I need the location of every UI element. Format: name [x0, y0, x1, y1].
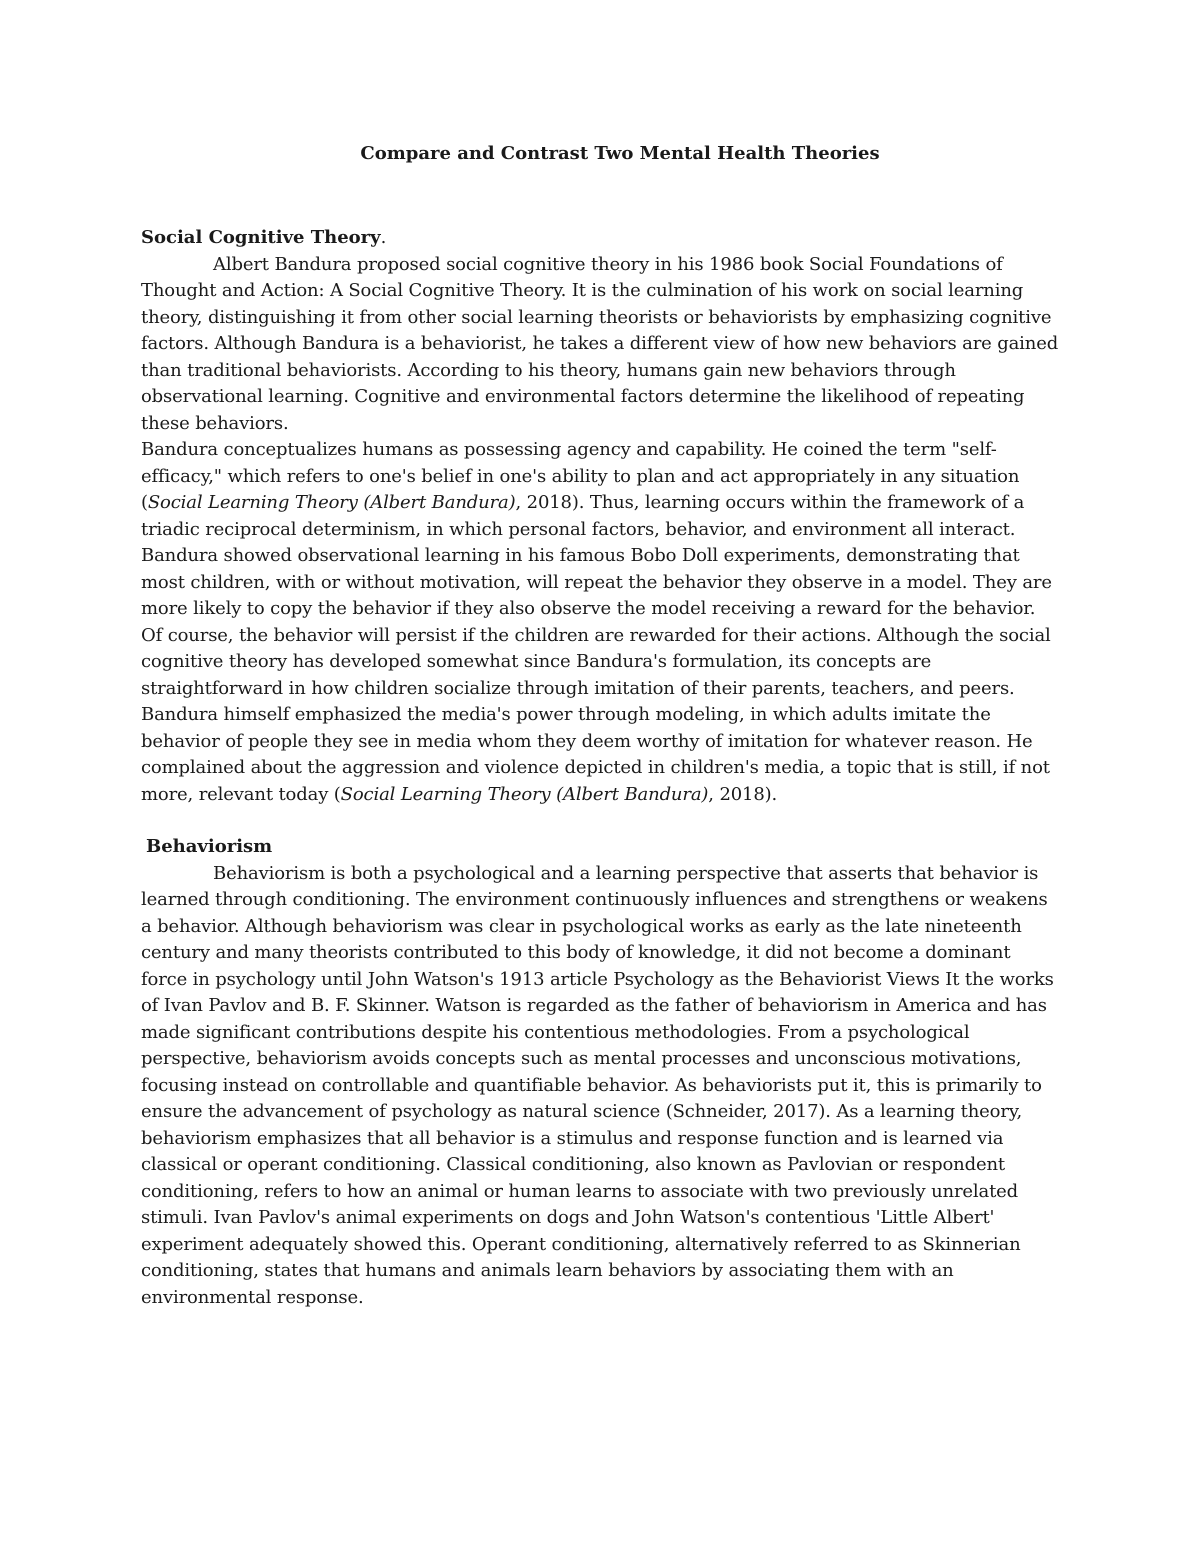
paragraph-sct-2	[141, 437, 1061, 808]
citation-title: Social Learning Theory (Albert Bandura)	[147, 492, 516, 513]
paragraph-sct-1: Albert Bandura proposed social cognitive theory in his 1986 book Social Foundations of Thought and Action: A Social Cognitive Theory. It is the culmination of his work on social learning theory, distinguishing it from other social learning theorists or behaviorists by emphasizing cognitive factors. Although Bandura is a behaviorist, he takes a different view of how new behaviors are gained than traditional behaviorists. According to his theory, humans gain new behaviors through observational learning. Cognitive and environmental factors determine the likelihood of repeating these behaviors.	[141, 253, 1059, 434]
section-heading-period: .	[380, 227, 387, 248]
document-title: Compare and Contrast Two Mental Health Theories	[360, 143, 880, 164]
paragraph-text: Bandura conceptualizes humans as possessing agency and capability. He coined the term "self-efficacy," which refers to one's belief in one's ability to plan and act appropriately in any situation (	[141, 439, 1020, 513]
paragraph-text: , 2018). Thus, learning occurs within the framework of a triadic reciprocal determinism, in which personal factors, behavior, and environment all interact. Bandura showed observational learning in his famous Bobo Doll experiments, demonstrating that most children, with or without motivation, will repeat the behavior they observe in a model. They are more likely to copy the behavior if they also observe the model receiving a reward for the behavior. Of course, the behavior will persist if the children are rewarded for their actions. Although the social cognitive theory has developed somewhat since Bandura's formulation, its concepts are straightforward in how children socialize through imitation of their parents, teachers, and peers. Bandura himself emphasized the media's power through modeling, in which adults imitate the behavior of people they see in media whom they deem worthy of imitation for whatever reason. He complained about the aggression and violence depicted in children's media, a topic that is still, if not more, relevant today (	[141, 492, 1052, 805]
citation-title: Social Learning Theory (Albert Bandura)	[340, 783, 709, 805]
spacer	[141, 808, 1061, 834]
document-page	[141, 140, 1061, 1311]
section-heading-behaviorism: Behaviorism	[146, 836, 273, 857]
section-heading-social-cognitive-theory	[141, 225, 1061, 252]
paragraph-behaviorism-1: Behaviorism is both a psychological and a learning perspective that asserts that behavior is learned through conditioning. The environment continuously influences and strengthens or weakens a behavior. Although behaviorism was clear in psychological works as early as the late nineteenth century and many theorists contributed to this body of knowledge, it did not become a dominant force in psychology until John Watson's 1913 article Psychology as the Behaviorist Views It the works of Ivan Pavlov and B. F. Skinner. Watson is regarded as the father of behaviorism in America and has made significant contributions despite his contentious methodologies. From a psychological perspective, behaviorism avoids concepts such as mental processes and unconscious motivations, focusing instead on controllable and quantifiable behavior. As behaviorists put it, this is primarily to ensure the advancement of psychology as natural science (Schneider, 2017). As a learning theory, behaviorism emphasizes that all behavior is a stimulus and response function and is learned via classical or operant conditioning. Classical conditioning, also known as Pavlovian or respondent conditioning, refers to how an animal or human learns to associate with two previously unrelated stimuli. Ivan Pavlov's animal experiments on dogs and John Watson's contentious 'Little Albert' experiment adequately showed this. Operant conditioning, alternatively referred to as Skinnerian conditioning, states that humans and animals learn behaviors by associating them with an environmental response.	[141, 862, 1054, 1308]
spacer	[141, 167, 1061, 225]
section-heading-text: Social Cognitive Theory	[141, 227, 381, 248]
paragraph-text: , 2018).	[708, 783, 778, 805]
